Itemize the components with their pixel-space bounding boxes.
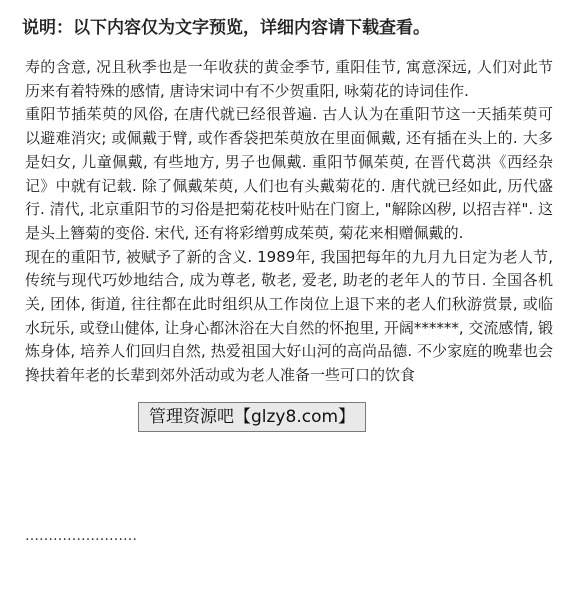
preview-notice: 说明：以下内容仅为文字预览，详细内容请下载查看。 [22, 18, 430, 38]
watermark: 管理资源吧【glzy8.com】 [138, 402, 366, 432]
document-body [25, 56, 553, 388]
paragraph-3: 现在的重阳节, 被赋予了新的含义. 1989年, 我国把每年的九月九日定为老人节, 传统与现代巧妙地结合, 成为尊老, 敬老, 爱老, 助老的老年人的节日. 全国各机关, 团体, 街道, 往往都在此时组织从工作岗位上退下来的老人们秋游赏景, 或临水玩乐, 或登山健体, 让身心都沐浴在大自然的怀抱里, 开阔******, 交流感情, 锻炼身体, 培养人们回归自然, 热爱祖国大好山河的高尚品德. 不少家庭的晚辈也会搀扶着年老的长辈到郊外活动或为老人准备一些可口的饮食 [25, 247, 553, 385]
paragraph-2: 重阳节插茱萸的风俗, 在唐代就已经很普遍. 古人认为在重阳节这一天插茱萸可以避难消灾; 或佩戴于臂, 或作香袋把茱萸放在里面佩戴, 还有插在头上的. 大多是妇女, 儿童佩戴, 有些地方, 男子也佩戴. 重阳节佩茱萸, 在晋代葛洪《西经杂记》中就有记载. 除了佩戴茱萸, 人们也有头戴菊花的. 唐代就已经如此, 历代盛行. 清代, 北京重阳节的习俗是把菊花枝叶贴在门窗上, "解除凶秽, 以招吉祥". 这是头上簪菊的变俗. 宋代, 还有将彩缯剪成茱萸, 菊花来相赠佩戴的. [25, 105, 553, 242]
ellipsis: …………………… [25, 528, 137, 544]
paragraph-1: 寿的含意, 况且秋季也是一年收获的黄金季节, 重阳佳节, 寓意深远, 人们对此节历来有着特殊的感情, 唐诗宋词中有不少贺重阳, 咏菊花的诗词佳作. [25, 58, 553, 100]
